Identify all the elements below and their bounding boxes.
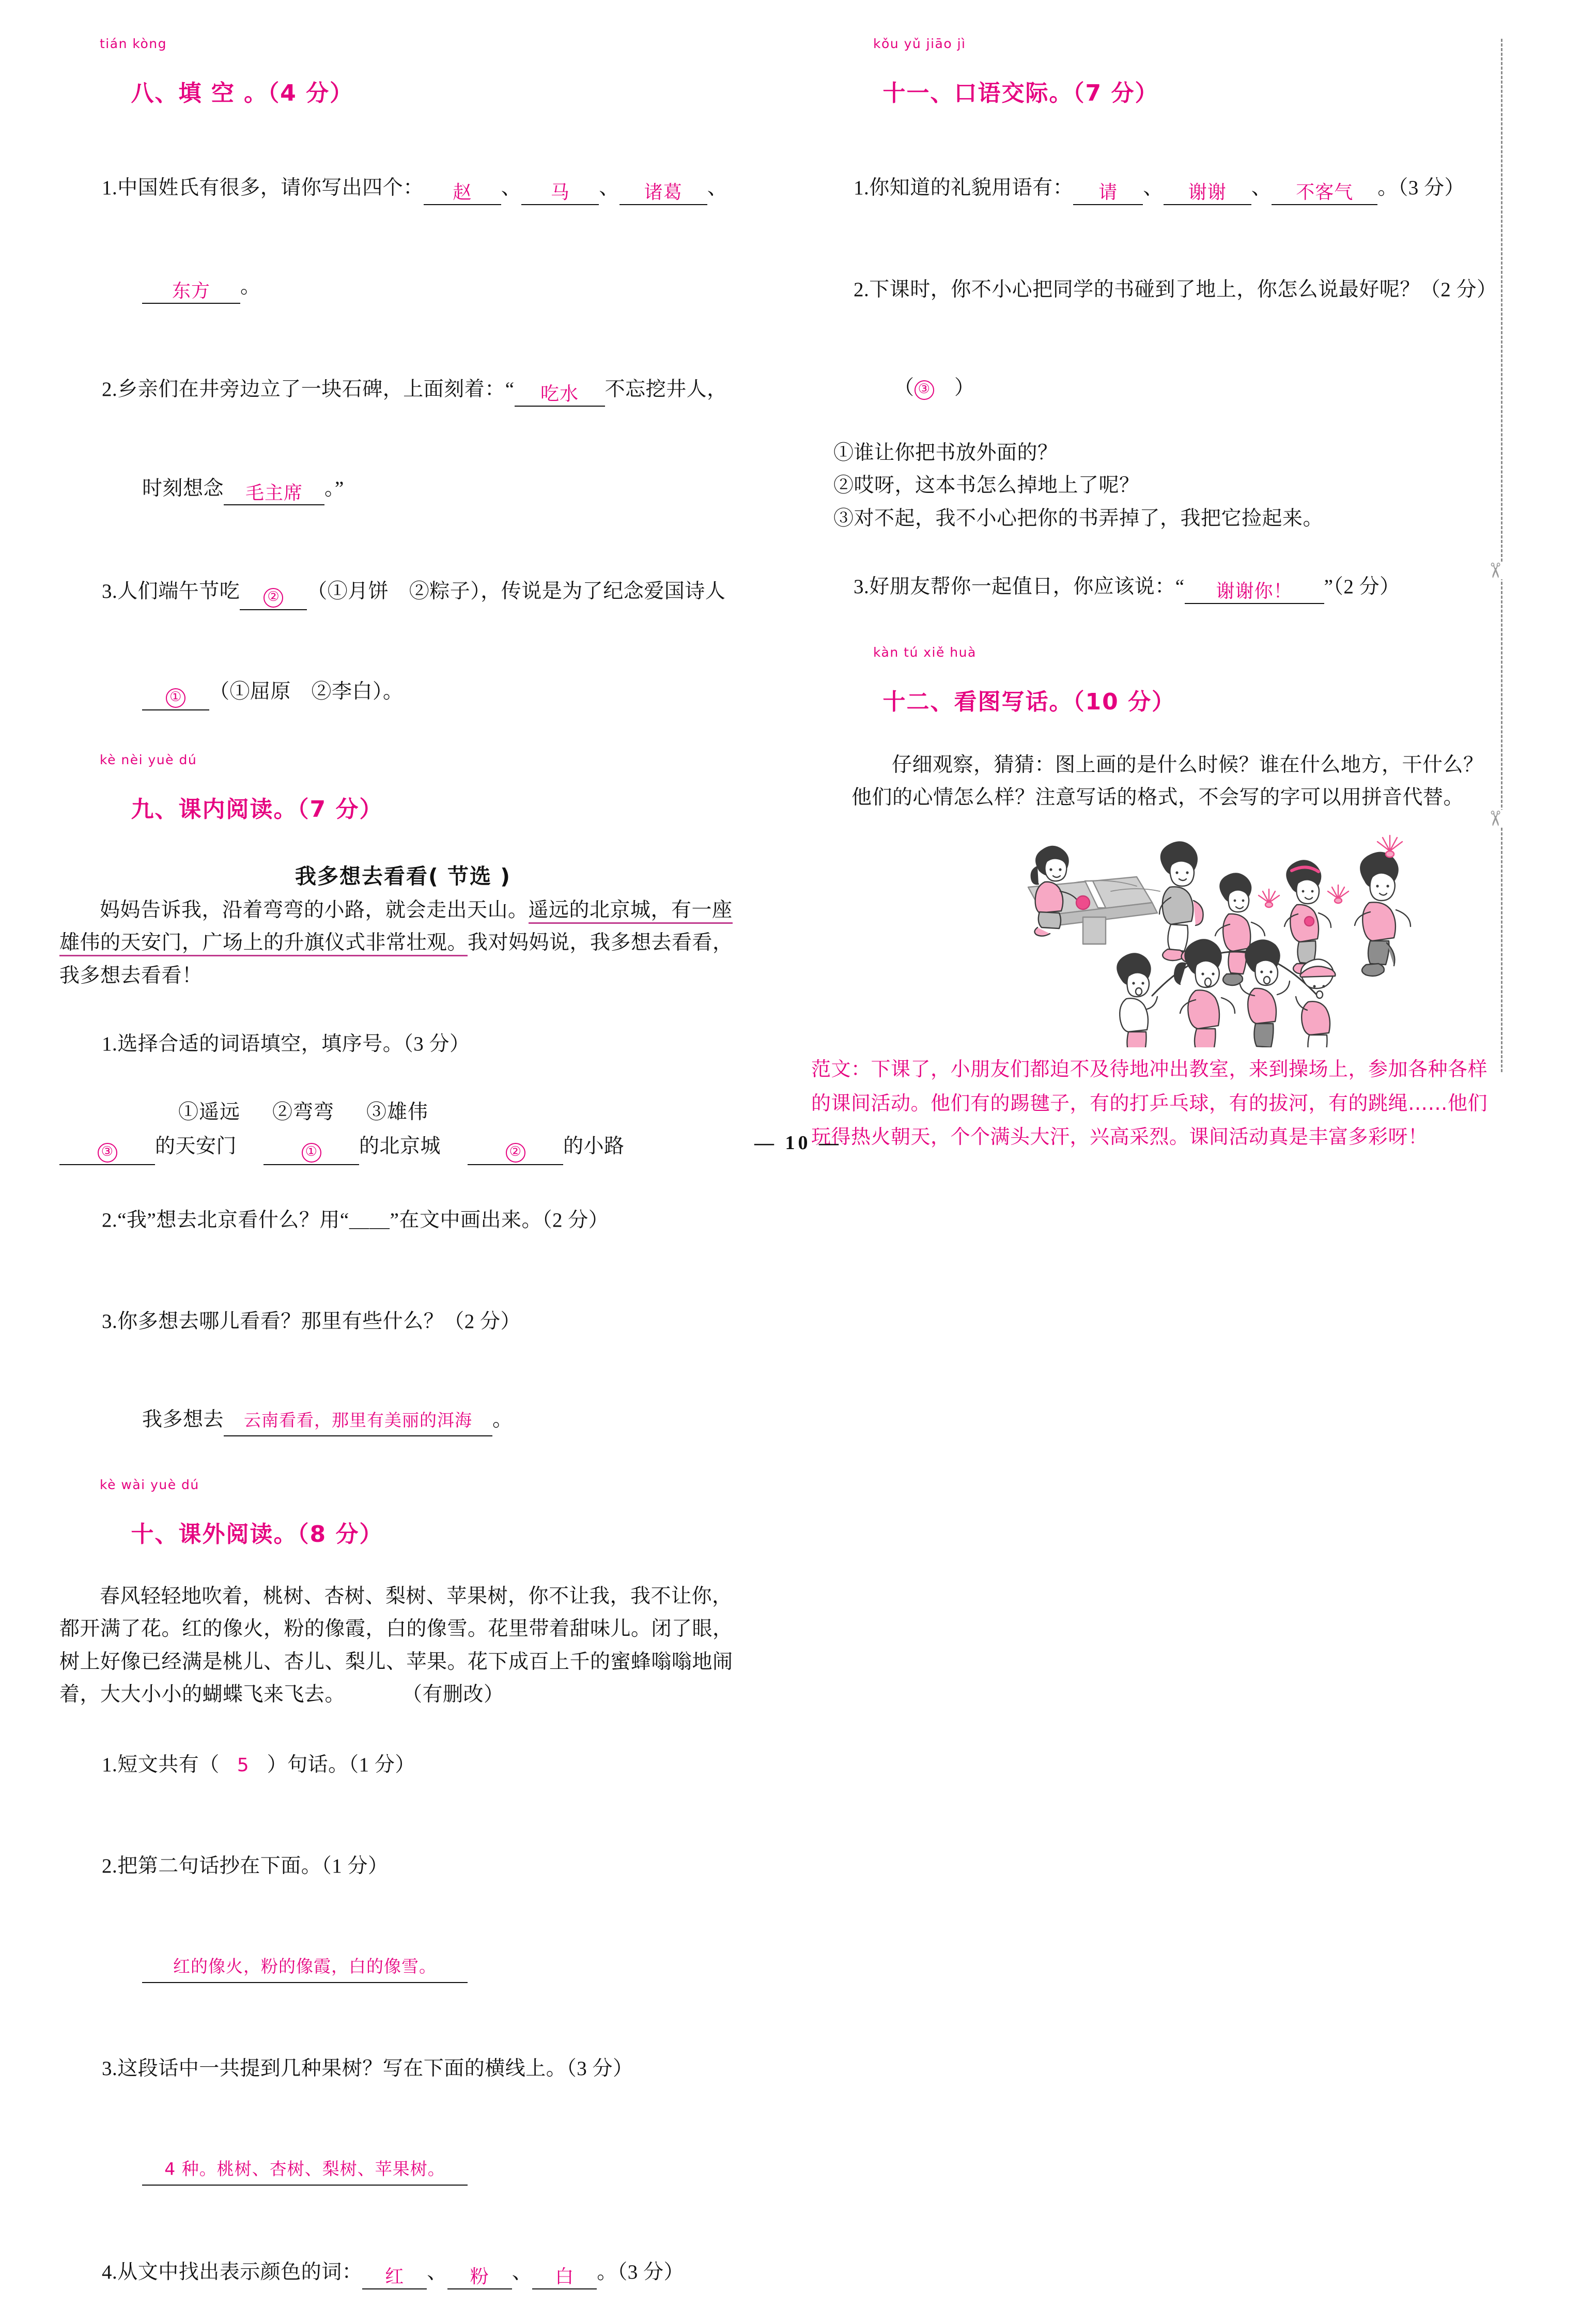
- s11-q1-number: 1.: [854, 177, 870, 199]
- s9-q3-prefix: 我多想去: [142, 1408, 224, 1431]
- section-eight: [59, 37, 747, 743]
- section-nine-pinyin: kè nèi yuè dú: [100, 752, 197, 768]
- section-nine-q1: [59, 995, 747, 1093]
- s11-q1-blank-1[interactable]: 请: [1073, 183, 1143, 205]
- section-nine-passage-title: 我多想去看看( 节选 ): [295, 864, 512, 889]
- q1-sep-3: 、: [707, 177, 728, 199]
- s9-q3-text: 你多想去哪儿看看？那里有些什么？（2 分）: [117, 1310, 521, 1333]
- s9-fill-label-2: 的北京城: [359, 1135, 441, 1158]
- section-eleven: [811, 37, 1498, 637]
- section-ten-q3: [59, 2020, 747, 2118]
- section-eight-q1: [59, 139, 747, 238]
- section-twelve-prompt: [811, 749, 1498, 814]
- section-nine-q3-answer-line: [59, 1370, 747, 1469]
- right-column: [811, 37, 1498, 1154]
- s9-fill-label-3: 的小路: [563, 1135, 625, 1158]
- s10-q1-before: 短文共有（: [117, 1754, 220, 1776]
- s10-q4-blank-1[interactable]: 红: [362, 2267, 427, 2289]
- section-eleven-title: 十一、口语交际。: [882, 80, 1073, 106]
- q1-blank-1[interactable]: 赵: [424, 183, 501, 205]
- s10-q2-number: 2.: [102, 1854, 118, 1877]
- s10-q2-answer[interactable]: 红的像火，粉的像霞，白的像雪。: [142, 1953, 468, 1983]
- s11-q1-sep-1: 、: [1143, 177, 1164, 199]
- s10-passage-source: （有删改）: [402, 1683, 504, 1706]
- passage-underlined: 遥远的北京城，有一座雄伟的天安门，广场上的升旗仪式非常壮观。: [59, 899, 733, 956]
- section-eleven-q2: [811, 241, 1498, 339]
- passage-part-2: 我对妈妈说，我多想去看看，我多想去看看！: [59, 932, 733, 987]
- s10-q4-after: 。（3 分）: [597, 2261, 685, 2284]
- s11-q2-paren-open: （: [894, 376, 915, 399]
- s9-q1-text: 选择合适的词语填空，填序号。（3 分）: [117, 1032, 470, 1055]
- s10-q4-blank-2[interactable]: 粉: [447, 2267, 512, 2289]
- section-twelve: [811, 646, 1498, 1154]
- section-ten-q2-answer-line: [59, 1917, 747, 2016]
- section-twelve-points: （10 分）: [1073, 688, 1176, 715]
- q2-text-a: 乡亲们在井旁边立了一块石碑，上面刻着：“: [117, 378, 515, 401]
- left-column: [59, 37, 747, 2322]
- s10-q2-text: 把第二句话抄在下面。（1 分）: [117, 1854, 389, 1877]
- s9-option-2[interactable]: ②弯弯: [272, 1101, 335, 1124]
- section-ten-points: （8 分）: [297, 1521, 383, 1547]
- child-kicking-shuttlecock-3: [1355, 835, 1411, 976]
- s10-q1-after: ）句话。（1 分）: [267, 1754, 415, 1776]
- s11-q2-paren-close: ）: [934, 376, 975, 399]
- section-ten-passage: [59, 1580, 747, 1711]
- page-number: — 10 —: [754, 1132, 842, 1154]
- s9-fill-answer-2: ①: [302, 1143, 321, 1163]
- section-eleven-q3: [811, 538, 1498, 637]
- section-ten-q1: [59, 1716, 747, 1814]
- section-twelve-title: 十二、看图写话。: [882, 688, 1073, 715]
- section-nine-heading: [59, 768, 747, 851]
- q3-answer-2: ①: [166, 688, 185, 708]
- s11-q1-blank-3[interactable]: 不客气: [1272, 183, 1377, 205]
- section-eleven-pinyin: kǒu yǔ jiāo jì: [873, 36, 966, 51]
- q2-blank-1[interactable]: 吃水: [515, 384, 605, 407]
- section-eight-pinyin: tián kòng: [100, 36, 167, 51]
- section-twelve-model-essay: 范文：下课了，小朋友们都迫不及待地冲出教室，来到操场上，参加各种各样的课间活动。他们有的踢毽子，有的打乒乓球，有的拔河，有的跳绳……他们玩得热火朝天，个个满头大汗，兴高采烈。课间活动真是丰富多彩呀！: [811, 1058, 1488, 1148]
- section-nine: [59, 753, 747, 1469]
- q1-end: 。: [240, 275, 261, 298]
- s10-q1-number: 1.: [102, 1754, 118, 1776]
- s12-prompt-text: 仔细观察，猜猜：图上画的是什么时候？谁在什么地方，干什么？他们的心情怎么样？注意写话的格式，不会写的字可以用拼音代替。: [851, 753, 1484, 809]
- child-turning-rope-right: [1296, 959, 1335, 1048]
- s11-q2-text: 下课时，你不小心把同学的书碰到了地上，你怎么说最好呢？（2 分）: [869, 278, 1497, 301]
- section-nine-points: （7 分）: [297, 796, 383, 823]
- s9-fill-answer-3: ②: [506, 1143, 525, 1163]
- section-eight-title: 八、填 空 。: [131, 80, 268, 106]
- q2-text-d: 。”: [324, 477, 344, 500]
- section-nine-title: 九、课内阅读。: [131, 796, 298, 823]
- child-jumping-rope-2: [1240, 940, 1290, 1048]
- s9-fill-label-1: 的天安门: [155, 1135, 237, 1158]
- q2-number: 2.: [102, 378, 118, 401]
- s10-q4-blank-3[interactable]: 白: [532, 2267, 597, 2289]
- section-ten: [59, 1478, 747, 2322]
- s10-passage-text: 春风轻轻地吹着，桃树、杏树、梨树、苹果树，你不让我，我不让你，都开满了花。红的像火，粉的像霞，白的像雪。花里带着甜味儿。闭了眼，树上好像已经满是桃儿、杏儿、梨儿、苹果。花下成百上千的蜜蜂嗡嗡地闹着，大大小小的蝴蝶飞来飞去。: [59, 1585, 733, 1706]
- s9-q2-number: 2.: [102, 1209, 118, 1232]
- scissors-icon-bottom: ✂: [1483, 810, 1507, 827]
- section-eleven-q2-option-1[interactable]: ①谁让你把书放外面的？: [833, 442, 1058, 465]
- s10-q4-before: 从文中找出表示颜色的词：: [117, 2261, 363, 2284]
- section-eight-q3: [59, 543, 747, 643]
- q3-text-a: 人们端午节吃: [117, 580, 240, 602]
- q1-sep-1: 、: [501, 177, 522, 199]
- section-ten-heading: [59, 1493, 747, 1576]
- section-eleven-heading: [811, 52, 1498, 135]
- children-playground-illustration: [982, 825, 1498, 1047]
- q1-blank-4[interactable]: 东方: [142, 282, 240, 304]
- section-nine-passage: [59, 894, 747, 992]
- s9-q3-answer[interactable]: 云南看看，那里有美丽的洱海: [224, 1406, 492, 1436]
- q1-blank-3[interactable]: 诸葛: [619, 183, 707, 205]
- s10-q3-number: 3.: [102, 2057, 118, 2080]
- s11-q2-answer[interactable]: ③: [915, 380, 934, 400]
- q3-number: 3.: [102, 580, 118, 602]
- section-eleven-points: （7 分）: [1073, 80, 1159, 106]
- section-eight-q3-line2: [59, 643, 747, 743]
- q1-number: 1.: [102, 177, 118, 199]
- section-ten-q2: [59, 1817, 747, 1915]
- section-eleven-q2-option-3[interactable]: ③对不起，我不小心把你的书弄掉了，我把它捡起来。: [833, 507, 1324, 530]
- section-eight-points: （4 分）: [268, 80, 354, 106]
- scissors-icon-top: ✂: [1483, 562, 1507, 579]
- section-eleven-q2-answer: [811, 339, 1498, 437]
- q3-answer-1: ②: [264, 588, 283, 608]
- s10-q3-answer[interactable]: 4 种。桃树、杏树、梨树、苹果树。: [142, 2155, 468, 2185]
- s9-q3-suffix: 。: [492, 1408, 513, 1431]
- s9-q1-number: 1.: [102, 1032, 118, 1055]
- passage-part-1: 妈妈告诉我，沿着弯弯的小路，就会走出天山。: [100, 899, 529, 922]
- section-eight-q1-line2: [59, 238, 747, 336]
- section-nine-q3: [59, 1273, 747, 1371]
- s11-q3-number: 3.: [854, 575, 870, 598]
- s11-q1-blank-2[interactable]: 谢谢: [1164, 183, 1251, 205]
- section-nine-q2: [59, 1171, 747, 1270]
- section-eleven-q1: [811, 139, 1498, 238]
- s11-q1-after: 。（3 分）: [1377, 177, 1465, 199]
- s11-q1-before: 你知道的礼貌用语有：: [869, 177, 1074, 199]
- s9-fill-answer-1: ③: [98, 1143, 117, 1163]
- q3-blank-2[interactable]: [142, 686, 209, 710]
- s11-q1-sep-2: 、: [1251, 177, 1272, 199]
- section-twelve-pinyin: kàn tú xiě huà: [873, 644, 977, 660]
- q2-text-c: 时刻想念: [142, 477, 224, 500]
- s10-q4-sep-1: 、: [427, 2261, 447, 2284]
- section-eleven-q2-option-2[interactable]: ②哎呀，这本书怎么掉地上了呢？: [833, 474, 1140, 497]
- s10-q4-number: 4.: [102, 2261, 118, 2284]
- s9-option-1[interactable]: ①遥远: [178, 1101, 241, 1124]
- q3-blank-1[interactable]: [240, 585, 307, 610]
- section-twelve-heading: [811, 660, 1498, 744]
- s10-q4-sep-2: 、: [512, 2261, 533, 2284]
- section-eight-heading: [59, 52, 747, 135]
- q2-blank-2[interactable]: 毛主席: [224, 484, 324, 506]
- q3-text-b: （①月饼 ②粽子），传说是为了纪念爱国诗人: [307, 580, 726, 602]
- cut-line: [1501, 39, 1502, 1072]
- s11-q3-after: ”（2 分）: [1324, 575, 1400, 598]
- section-ten-q3-answer-line: [59, 2119, 747, 2218]
- s9-q2-text: “我”想去北京看什么？用“＿＿”在文中画出来。（2 分）: [117, 1209, 609, 1232]
- section-ten-title: 十、课外阅读。: [131, 1521, 298, 1547]
- child-kicking-shuttlecock-2: [1284, 861, 1349, 975]
- section-eight-q2-line2: [59, 439, 747, 538]
- child-turning-rope-left: [1117, 954, 1157, 1048]
- q1-blank-2[interactable]: 马: [521, 183, 599, 205]
- s10-q3-text: 这段话中一共提到几种果树？写在下面的横线上。（3 分）: [117, 2057, 633, 2080]
- s9-option-3[interactable]: ③雄伟: [366, 1101, 429, 1124]
- section-ten-q4: [59, 2223, 747, 2322]
- section-ten-pinyin: kè wài yuè dú: [100, 1477, 199, 1493]
- s11-q3-answer[interactable]: 谢谢你！: [1185, 582, 1324, 604]
- s11-q2-number: 2.: [854, 278, 870, 301]
- section-nine-q1-options: [59, 1096, 747, 1125]
- section-eight-q2: [59, 340, 747, 439]
- q1-sep-2: 、: [599, 177, 619, 199]
- q3-text-c: （①屈原 ②李白）。: [209, 680, 404, 703]
- s10-q1-answer[interactable]: 5: [237, 1755, 250, 1776]
- q2-text-b: 不忘挖井人，: [605, 378, 727, 401]
- s9-q3-number: 3.: [102, 1310, 118, 1333]
- q1-text: 中国姓氏有很多，请你写出四个：: [117, 177, 424, 199]
- s11-q3-before: 好朋友帮你一起值日，你应该说：“: [869, 575, 1185, 598]
